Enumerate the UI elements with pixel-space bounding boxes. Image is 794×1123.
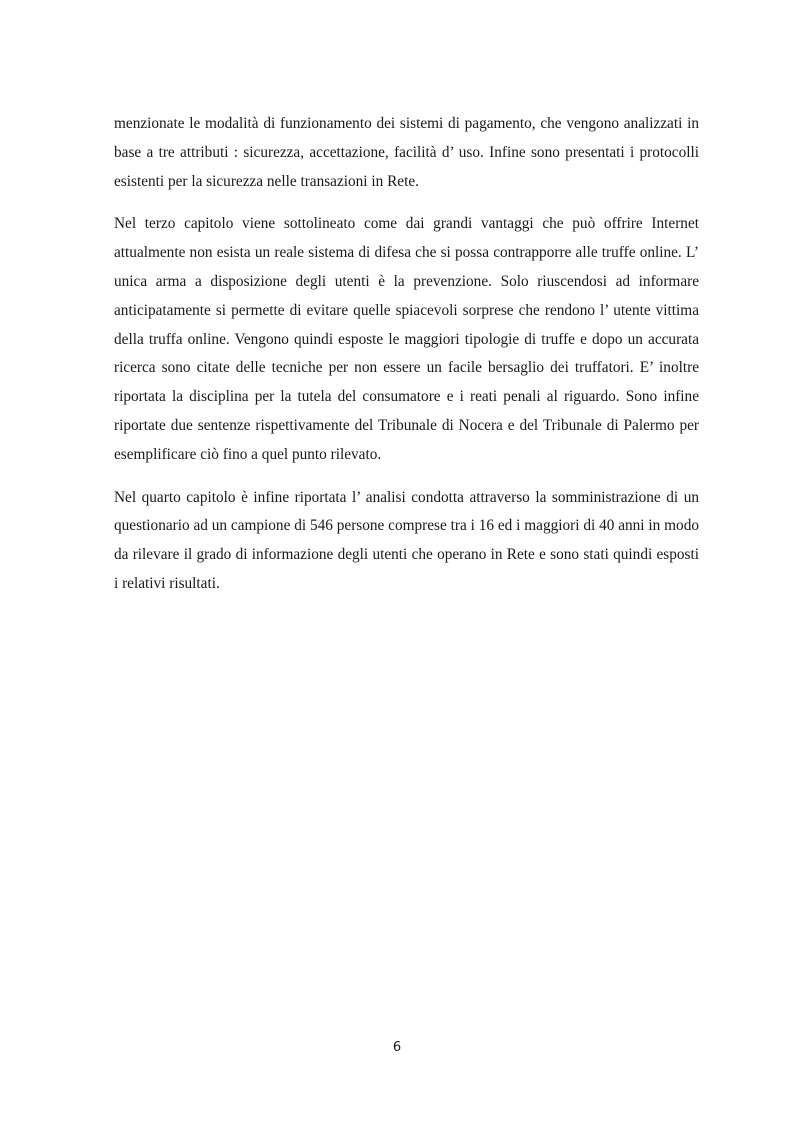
paragraph-payment-systems: menzionate le modalità di funzionamento dei sistemi di pagamento, che vengono analizzati in base a tre attributi : sicurezza, accettazione, facilità d’ uso. Infine sono presentati i protocolli esistenti per la sicurezza nelle transazioni in Rete. (114, 115, 699, 190)
paragraph-fourth-chapter: Nel quarto capitolo è infine riportata l’ analisi condotta attraverso la somministrazione di un questionario ad un campione di 546 persone comprese tra i 16 ed i maggiori di 40 anni in modo da rilevare il grado di informazione degli utenti che operano in Rete e sono stati quindi esposti i relativi risultati. (114, 488, 699, 592)
paragraph-third-chapter: Nel terzo capitolo viene sottolineato come dai grandi vantaggi che può offrire Internet attualmente non esista un reale sistema di difesa che si possa contrapporre alle truffe online. L’ unica arma a disposizione degli utenti è la prevenzione. Solo riuscendosi ad informare anticipatamente si permette di evitare quelle spiacevoli sorprese che rendono l’ utente vittima della truffa online. Vengono quindi esposte le maggiori tipologie di truffe e dopo un accurata ricerca sono citate delle tecniche per non essere un facile bersaglio dei truffatori. E’ inoltre riportata la disciplina per la tutela del consumatore e i reati penali al riguardo. Sono infine riportate due sentenze rispettivamente del Tribunale di Nocera e del Tribunale di Palermo per esemplificare ciò fino a quel punto rilevato. (114, 215, 699, 463)
page-number: 6 (392, 1040, 402, 1055)
body-text (114, 110, 699, 613)
